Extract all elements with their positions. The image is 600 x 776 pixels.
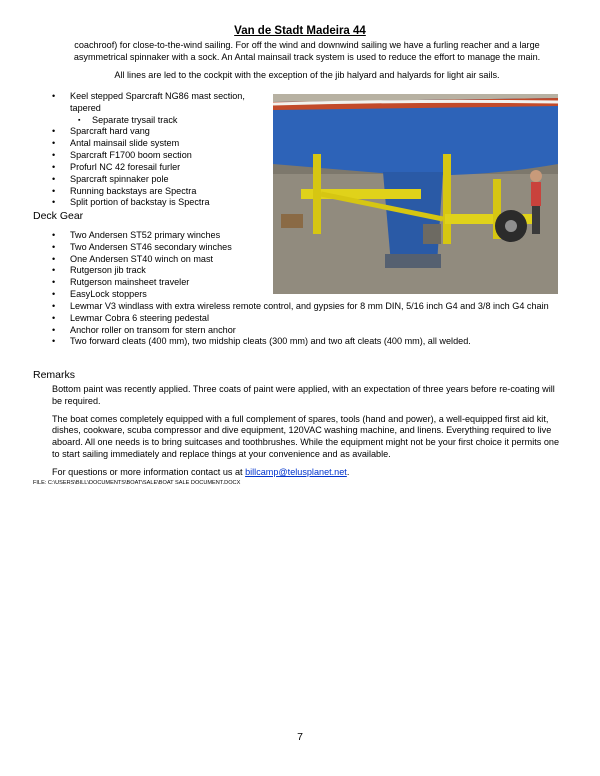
list-item: • Sparcraft F1700 boom section [52, 150, 262, 162]
list-item: • Split portion of backstay is Spectra [52, 197, 262, 209]
list-item: • Rutgerson jib track [52, 265, 567, 277]
contact-prefix: For questions or more information contact us at [52, 466, 246, 477]
contact-suffix: . [346, 466, 350, 477]
list-item: • Anchor roller on transom for stern anchor [52, 325, 567, 337]
list-item: • Keel stepped Sparcraft NG86 mast section, tapered [52, 91, 262, 115]
page-number: 7 [297, 731, 303, 743]
file-path: FILE: C:\USERS\BILL\DOCUMENTS\BOAT\SALE\BOAT SALE DOCUMENT.DOCX [33, 480, 241, 486]
list-item: • Running backstays are Spectra [52, 186, 262, 198]
list-item: • Rutgerson mainsheet traveler [52, 277, 567, 289]
remarks-heading: Remarks [33, 369, 76, 381]
list-item: • Lewmar Cobra 6 steering pedestal [52, 313, 567, 325]
list-item: • Sparcraft spinnaker pole [52, 174, 262, 186]
list-item: ▪ Separate trysail track [52, 115, 262, 127]
remarks-paragraph-equipment: The boat comes completely equipped with a full complement of spares, tools (hand and power), a well-equipped first aid kit, dishes, cookware, scuba compressor and dive equipment, 120VAC washing machine, and linens. Everything required to live aboard. All one needs is to bring suitcases and toothbrushes. While the equipment might not be your first choice it permits one to start sailing immediately and replace things at your convenience and as available. [52, 413, 560, 460]
list-item: • Antal mainsail slide system [52, 138, 262, 150]
intro-paragraph-sailing: coachroof) for close-to-the-wind sailing. For off the wind and downwind sailing we have a furling reacher and a large asymmetrical spinnaker with a sock. An Antal mainsail track system is used to reduce the effort to manage the main. [73, 40, 541, 62]
contact-line [52, 467, 562, 479]
email-link[interactable]: billcamp@telusplanet.net [245, 466, 347, 477]
list-item: • One Andersen ST40 winch on mast [52, 254, 567, 266]
list-item: • Sparcraft hard vang [52, 126, 262, 138]
page-title: Van de Stadt Madeira 44 [234, 25, 366, 37]
remarks-section [52, 384, 562, 485]
intro-section [50, 40, 564, 87]
rigging-list [52, 91, 262, 209]
remarks-paragraph-paint: Bottom paint was recently applied. Three coats of paint were applied, with an expectation of three years before re-coating will be required. [52, 384, 555, 406]
list-item: • Two Andersen ST52 primary winches [52, 230, 567, 242]
list-item: • Two Andersen ST46 secondary winches [52, 242, 567, 254]
intro-paragraph-lines: All lines are led to the cockpit with the exception of the jib halyard and halyards for light air sails. [114, 69, 500, 80]
list-item: • Two forward cleats (400 mm), two midship cleats (300 mm) and two aft cleats (400 mm), all welded. [52, 336, 567, 348]
list-item: • Lewmar V3 windlass with extra wireless remote control, and gypsies for 8 mm DIN, 5/16 inch G4 and 3/8 inch G4 chain [52, 301, 567, 313]
deck-gear-heading: Deck Gear [33, 210, 84, 222]
list-item: • EasyLock stoppers [52, 289, 567, 301]
list-item: • Profurl NC 42 foresail furler [52, 162, 262, 174]
deck-gear-list [52, 230, 567, 348]
